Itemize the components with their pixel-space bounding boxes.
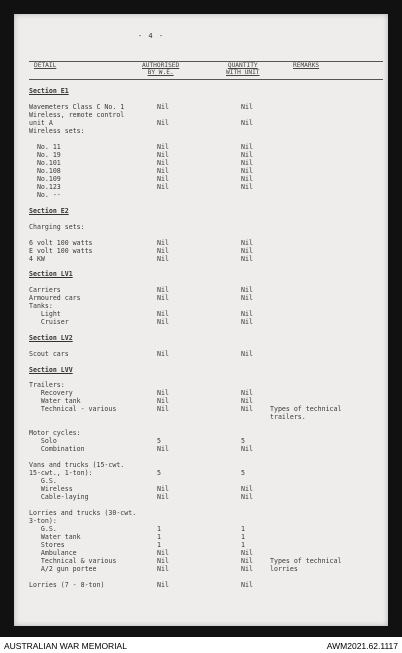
row-detail: 3-ton): [29,517,57,525]
row-detail: No. 19 [29,151,61,159]
row-quantity: Nil [241,159,253,167]
row-authorised: Nil [157,143,169,151]
row-detail: Stores [29,541,65,549]
row-detail: Scout cars [29,350,69,358]
row-authorised: Nil [157,310,169,318]
row-quantity: Nil [241,183,253,191]
row-detail: No.109 [29,175,61,183]
row-detail: Technical - various [29,405,117,413]
row-detail: Wireless sets: [29,127,85,135]
section-heading: Section LV2 [29,334,73,342]
row-authorised: Nil [157,239,169,247]
row-authorised: Nil [157,581,169,589]
header-detail: DETAIL [34,62,57,69]
row-quantity: Nil [241,485,253,493]
row-quantity: Nil [241,255,253,263]
row-quantity: Nil [241,239,253,247]
header-authorised: AUTHORISED BY W.E. [142,62,180,76]
row-detail: Motor cycles: [29,429,81,437]
row-quantity: Nil [241,350,253,358]
row-authorised: Nil [157,565,169,573]
row-detail: Ambulance [29,549,77,557]
header-remarks: REMARKS [293,62,320,69]
footer-accession: AWM2021.62.1117 [326,641,398,651]
row-quantity: Nil [241,397,253,405]
row-authorised: Nil [157,119,169,127]
row-authorised: Nil [157,445,169,453]
row-detail: 6 volt 100 watts [29,239,93,247]
row-detail: Water tank [29,397,81,405]
row-detail: 15-cwt., 1-ton): [29,469,93,477]
row-authorised: Nil [157,350,169,358]
row-detail: G.S. [29,525,57,533]
row-detail: No. 11 [29,143,61,151]
row-detail: No.123 [29,183,61,191]
row-detail: Vans and trucks (15-cwt. [29,461,125,469]
row-authorised: Nil [157,397,169,405]
row-quantity: Nil [241,103,253,111]
row-authorised: 5 [157,469,161,477]
row-quantity: Nil [241,405,253,413]
section-heading: Section LVV [29,366,73,374]
row-authorised: Nil [157,247,169,255]
row-detail: G.S. [29,477,57,485]
row-detail: Lorries (7 - 8-ton) [29,581,105,589]
row-detail: Technical & various [29,557,117,565]
row-authorised: Nil [157,405,169,413]
row-quantity: Nil [241,557,253,565]
row-quantity: Nil [241,581,253,589]
row-quantity: Nil [241,247,253,255]
row-detail: Armoured cars [29,294,81,302]
row-detail: No.101 [29,159,61,167]
row-detail: Water tank [29,533,81,541]
row-authorised: Nil [157,493,169,501]
row-detail: unit A [29,119,53,127]
row-quantity: Nil [241,175,253,183]
page-number: - 4 - [138,32,165,40]
row-detail: Solo [29,437,57,445]
row-detail: Carriers [29,286,61,294]
row-quantity: Nil [241,310,253,318]
header-top-rule [29,61,383,62]
row-remarks: Types of technical [270,557,342,565]
row-authorised: 1 [157,525,161,533]
row-authorised: Nil [157,175,169,183]
row-quantity: Nil [241,493,253,501]
row-authorised: 1 [157,533,161,541]
row-quantity: Nil [241,151,253,159]
row-quantity: Nil [241,318,253,326]
row-quantity: Nil [241,143,253,151]
row-detail: Wireless [29,485,73,493]
row-quantity: Nil [241,565,253,573]
row-detail: Combination [29,445,85,453]
row-detail: Lorries and trucks (30-cwt. [29,509,137,517]
row-quantity: Nil [241,119,253,127]
row-quantity: Nil [241,389,253,397]
row-detail: No.108 [29,167,61,175]
row-detail: Cruiser [29,318,69,326]
row-detail: 4 KW [29,255,45,263]
section-heading: Section LV1 [29,270,73,278]
row-quantity: 1 [241,525,245,533]
row-authorised: Nil [157,294,169,302]
row-detail: Charging sets: [29,223,85,231]
row-authorised: Nil [157,103,169,111]
section-heading: Section E1 [29,87,69,95]
row-quantity: Nil [241,549,253,557]
row-authorised: Nil [157,549,169,557]
row-authorised: Nil [157,286,169,294]
row-authorised: Nil [157,183,169,191]
row-quantity: Nil [241,294,253,302]
section-heading: Section E2 [29,207,69,215]
row-quantity: Nil [241,167,253,175]
row-detail: Cable-laying [29,493,89,501]
row-detail: Trailers: [29,381,65,389]
row-authorised: 1 [157,541,161,549]
row-remarks: Types of technical [270,405,342,413]
header-bottom-rule [29,79,383,80]
row-authorised: Nil [157,255,169,263]
header-quantity: QUANTITY WITH UNIT [226,62,260,76]
row-authorised: Nil [157,389,169,397]
row-remarks: lorries [270,565,298,573]
row-detail: A/2 gun portee [29,565,97,573]
row-quantity: 5 [241,469,245,477]
row-authorised: 5 [157,437,161,445]
row-detail: Wavemeters Class C No. 1 [29,103,125,111]
row-authorised: Nil [157,318,169,326]
row-detail: No. -- [29,191,61,199]
row-authorised: Nil [157,159,169,167]
row-quantity: 1 [241,541,245,549]
row-authorised: Nil [157,557,169,565]
row-remarks: trailers. [270,413,306,421]
footer-source: AUSTRALIAN WAR MEMORIAL [4,641,127,651]
row-authorised: Nil [157,151,169,159]
row-authorised: Nil [157,485,169,493]
row-detail: Tanks: [29,302,53,310]
row-detail: E volt 100 watts [29,247,93,255]
row-quantity: Nil [241,286,253,294]
row-authorised: Nil [157,167,169,175]
row-quantity: 5 [241,437,245,445]
row-detail: Recovery [29,389,73,397]
row-detail: Wireless, remote control [29,111,125,119]
row-quantity: Nil [241,445,253,453]
row-quantity: 1 [241,533,245,541]
row-detail: Light [29,310,61,318]
